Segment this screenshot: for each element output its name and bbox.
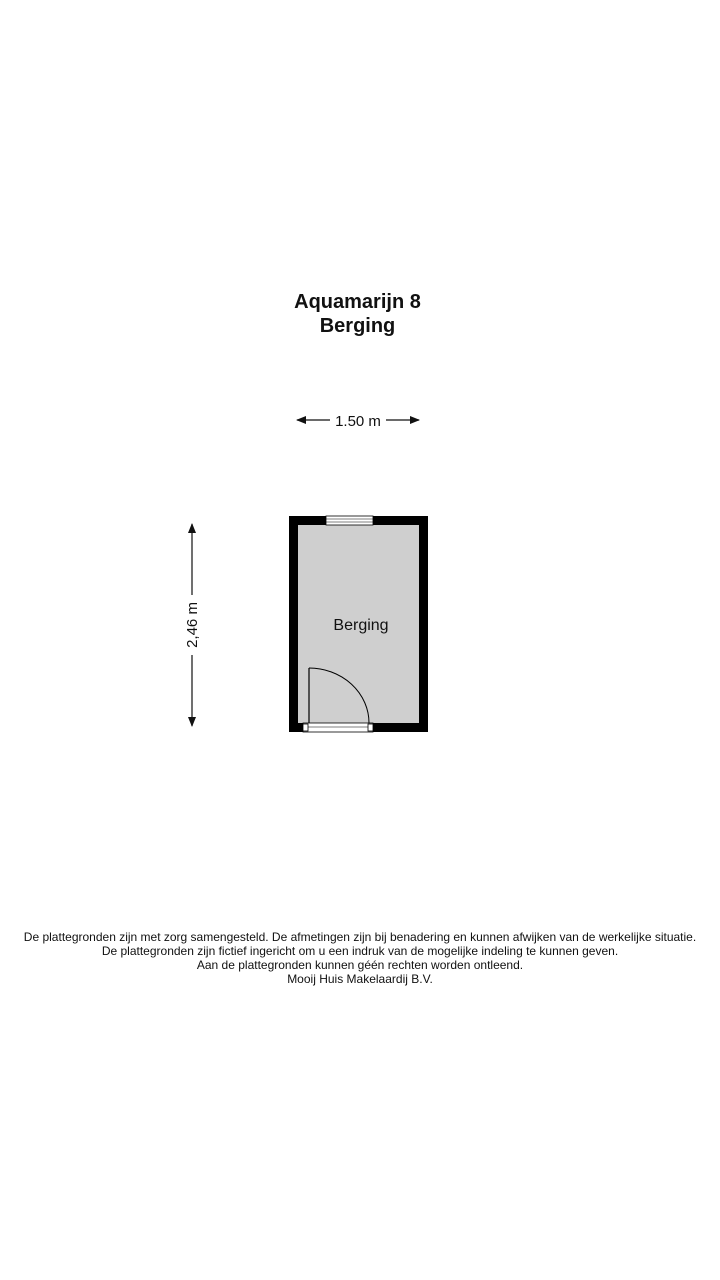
- disclaimer-line: De plattegronden zijn met zorg samengesteld. De afmetingen zijn bij benadering en kunnen afwijken van de werkelijke situatie.: [23, 930, 697, 944]
- height-dimension: [184, 524, 201, 726]
- plan-subtitle: Berging: [319, 315, 396, 337]
- company-name: Mooij Huis Makelaardij B.V.: [287, 972, 433, 986]
- plan-title: Aquamarijn 8: [294, 291, 421, 313]
- disclaimer-line: De plattegronden zijn fictief ingericht om u een indruk van de mogelijke indeling te kunnen geven.: [101, 944, 619, 958]
- width-dimension-label: 1.50 m: [335, 413, 381, 430]
- disclaimer: [0, 930, 720, 986]
- top-window: [326, 516, 373, 525]
- width-dimension: [297, 413, 419, 430]
- height-dimension-label: 2,46 m: [184, 602, 201, 648]
- disclaimer-line: Aan de plattegronden kunnen géén rechten worden ontleend.: [196, 958, 524, 972]
- room-label: Berging: [333, 617, 389, 634]
